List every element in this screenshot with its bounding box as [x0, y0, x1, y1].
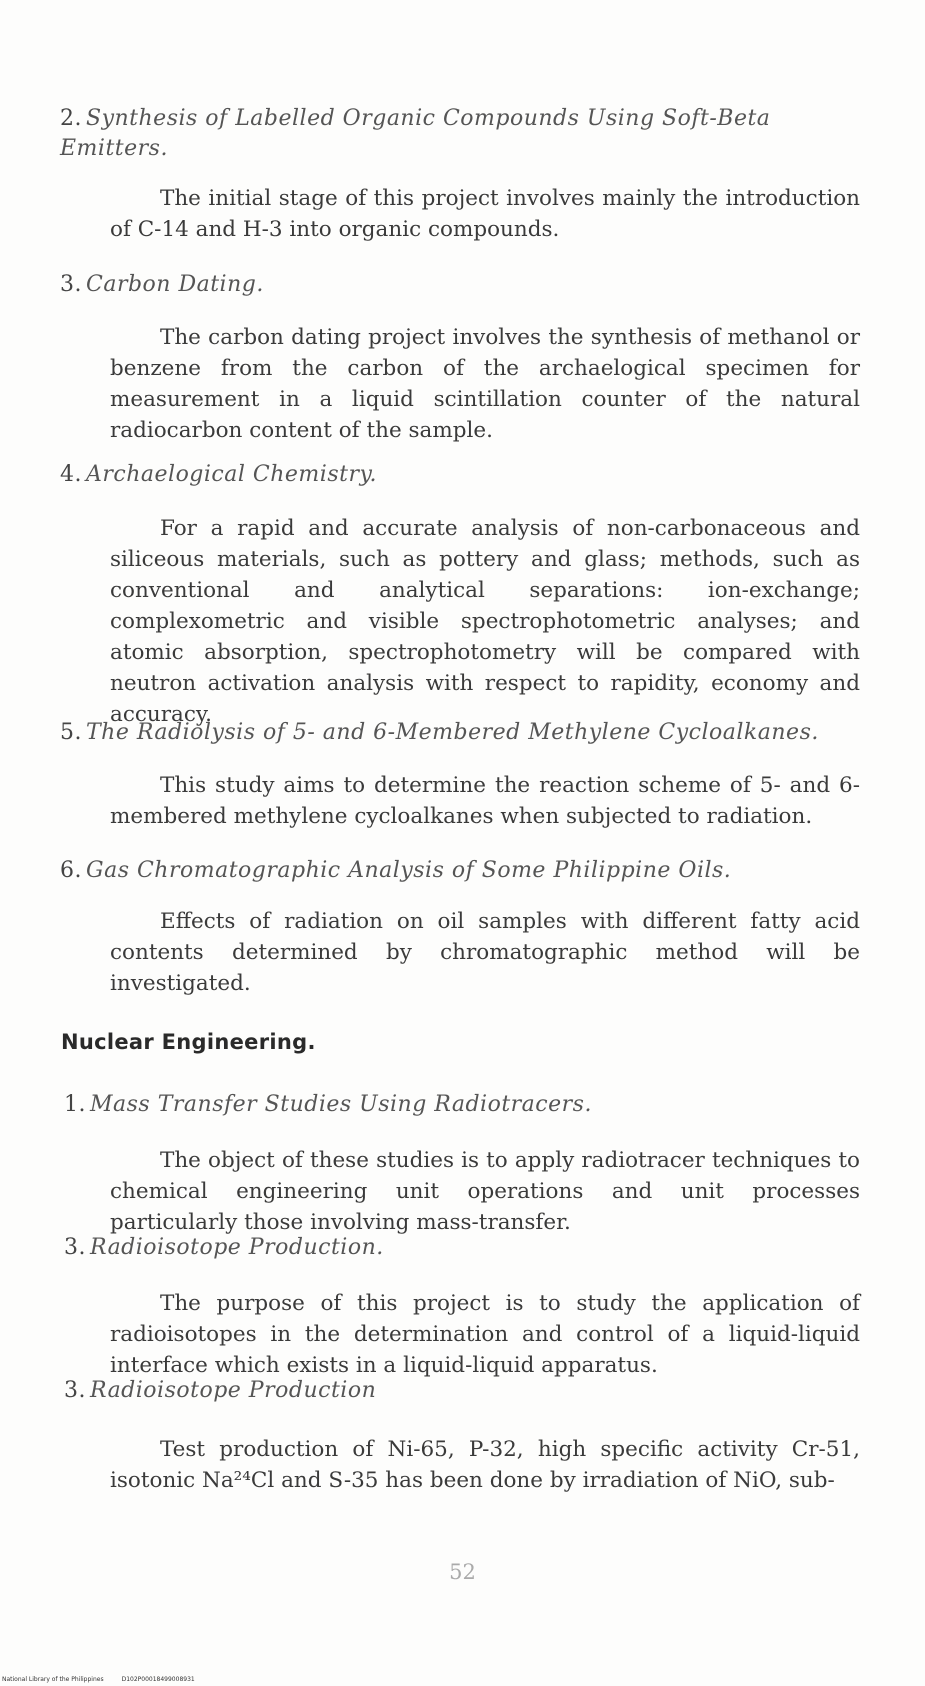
item-heading	[60, 460, 860, 490]
item-body	[110, 906, 860, 999]
section-item-heading	[64, 1376, 864, 1406]
item-body-text: Effects of radiation on oil samples with different fatty acid contents determined by chromatographic method will be investigated.	[110, 909, 860, 996]
item-body-text: The object of these studies is to apply radiotracer techniques to chemical engineering unit operations and unit processes particularly those involving mass-transfer.	[110, 1148, 860, 1235]
item-body-text: Test production of Ni-65, P-32, high specific activity Cr-51, isotonic Na²⁴Cl and S-35 has been done by irradiation of NiO, sub-	[110, 1437, 860, 1493]
item-body	[110, 770, 860, 832]
section-item-heading	[64, 1233, 864, 1263]
item-number: 2.	[60, 106, 82, 131]
item-body-text: The purpose of this project is to study the application of radioisotopes in the determination and control of a liquid-liquid interface which exists in a liquid-liquid apparatus.	[110, 1291, 860, 1378]
item-body	[110, 183, 860, 245]
item-title: Mass Transfer Studies Using Radiotracers.	[90, 1092, 592, 1117]
section-item-body	[110, 1145, 860, 1238]
item-title: The Radiolysis of 5- and 6-Membered Methylene Cycloalkanes.	[86, 720, 819, 745]
item-number: 3.	[60, 272, 82, 297]
scan-footer	[2, 1676, 213, 1683]
item-heading	[60, 718, 860, 748]
section-item-body	[110, 1434, 860, 1496]
item-title: Gas Chromatographic Analysis of Some Philippine Oils.	[86, 858, 732, 883]
item-number: 6.	[60, 858, 82, 883]
page-number	[0, 1560, 925, 1584]
page-number-value: 52	[449, 1560, 476, 1584]
item-title: Archaelogical Chemistry.	[86, 462, 377, 487]
item-number: 5.	[60, 720, 82, 745]
item-heading	[60, 270, 860, 300]
item-title: Carbon Dating.	[86, 272, 264, 297]
item-number: 3.	[64, 1378, 86, 1403]
footer-code: D102P00018499008931	[121, 1676, 195, 1683]
item-number: 1.	[64, 1092, 86, 1117]
item-title: Radioisotope Production.	[90, 1235, 384, 1260]
footer-library: National Library of the Philippines	[2, 1676, 104, 1683]
section-title: Nuclear Engineering.	[61, 1030, 316, 1054]
item-body-text: For a rapid and accurate analysis of non-carbonaceous and siliceous materials, such as pottery and glass; methods, such as conventional and analytical separations: ion-exchange; complexometric and visible spectrophotometric analyses; and atomic absorption, spectrophotometry will be compared with neutron activation analysis with respect to rapidity, economy and accuracy.	[110, 516, 860, 727]
item-title: Synthesis of Labelled Organic Compounds Using Soft-Beta Emitters.	[60, 106, 771, 161]
item-number: 4.	[60, 462, 82, 487]
section-item-heading	[64, 1090, 864, 1120]
item-heading	[60, 856, 860, 886]
item-body	[110, 322, 860, 446]
item-number: 3.	[64, 1235, 86, 1260]
item-body-text: This study aims to determine the reaction scheme of 5- and 6-membered methylene cycloalkanes when subjected to radiation.	[110, 773, 860, 829]
item-title: Radioisotope Production	[90, 1378, 377, 1403]
item-heading	[60, 104, 860, 164]
section-item-body	[110, 1288, 860, 1381]
item-body	[110, 513, 860, 730]
item-body-text: The initial stage of this project involves mainly the introduction of C-14 and H-3 into organic compounds.	[110, 186, 860, 242]
item-body-text: The carbon dating project involves the synthesis of methanol or benzene from the carbon of the archaelogical specimen for measurement in a liquid scintillation counter of the natural radiocarbon content of the sample.	[110, 325, 860, 443]
